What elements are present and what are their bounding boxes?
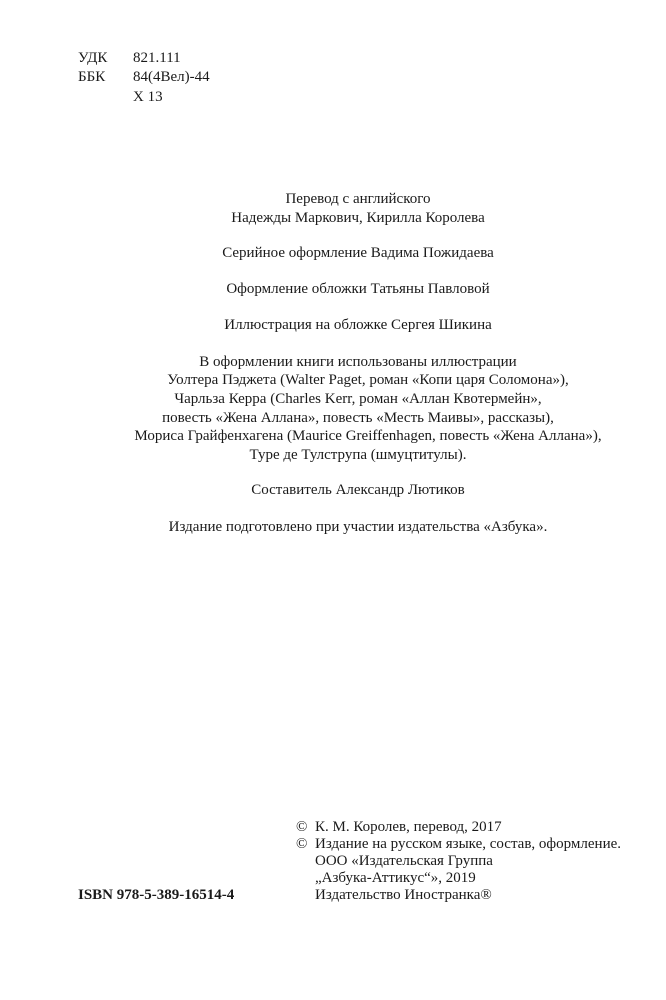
copyright-icon: ©: [296, 836, 308, 852]
bbk-label: ББК: [78, 69, 106, 85]
copyright-edition: „Азбука-Аттикус“», 2019: [315, 870, 476, 886]
copyright-edition: ООО «Издательская Группа: [315, 853, 493, 869]
illustrations-line: Уолтера Пэджета (Walter Paget, роман «Копи царя Соломона»),: [167, 372, 569, 388]
bbk-value: 84(4Вел)-44: [133, 69, 210, 85]
author-mark: Х 13: [133, 89, 163, 105]
compiler: Составитель Александр Лютиков: [251, 482, 465, 498]
cover-illustration: Иллюстрация на обложке Сергея Шикина: [224, 317, 492, 333]
isbn: ISBN 978-5-389-16514-4: [78, 887, 235, 903]
illustrations-line: Чарльза Керра (Charles Kerr, роман «Аллан Квотермейн»,: [174, 391, 542, 407]
copyright-edition: Издание на русском языке, состав, оформление.: [315, 836, 622, 852]
series-design: Серийное оформление Вадима Пожидаева: [222, 245, 494, 261]
udk-label: УДК: [78, 50, 108, 66]
copyright-icon: ©: [296, 819, 308, 835]
udk-value: 821.111: [133, 50, 181, 66]
illustrations-line: В оформлении книги использованы иллюстрации: [199, 354, 517, 370]
illustrations-line: Мориса Грайфенхагена (Maurice Greiffenhagen, повесть «Жена Аллана»),: [134, 428, 602, 444]
copyright-edition: Издательство Иностранка®: [315, 887, 492, 903]
translation-line: Надежды Маркович, Кирилла Королева: [231, 210, 485, 226]
translation-line: Перевод с английского: [285, 191, 431, 207]
cover-design: Оформление обложки Татьяны Павловой: [226, 281, 490, 297]
illustrations-line: повесть «Жена Аллана», повесть «Месть Маивы», рассказы),: [162, 410, 554, 426]
illustrations-line: Туре де Тулструпа (шмуцтитулы).: [249, 447, 467, 463]
copyright-translation: К. М. Королев, перевод, 2017: [315, 819, 502, 835]
edition-note: Издание подготовлено при участии издательства «Азбука».: [168, 519, 548, 535]
